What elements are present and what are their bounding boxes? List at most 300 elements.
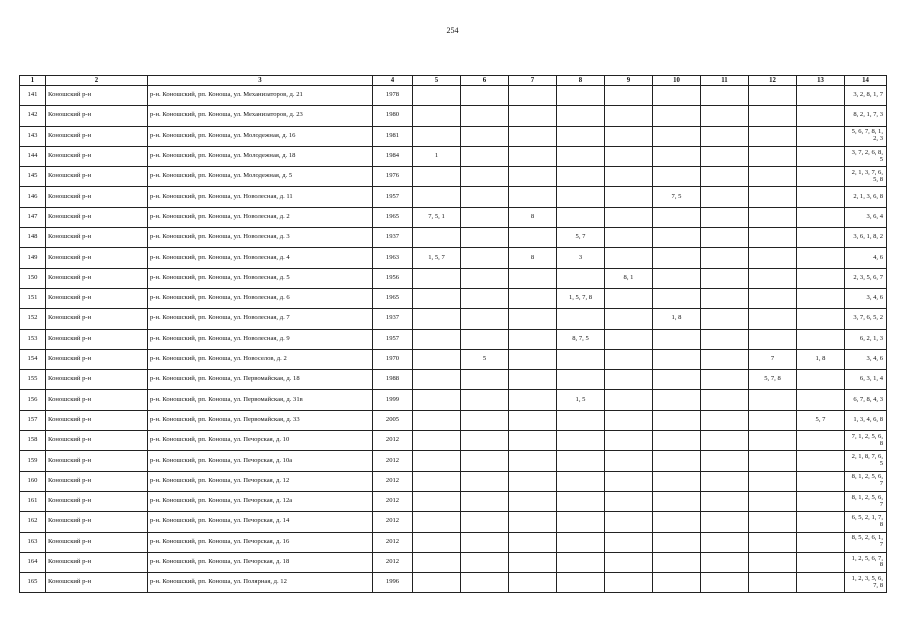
cell-row-number: 149 bbox=[20, 248, 46, 268]
table-row bbox=[20, 126, 887, 146]
table-row bbox=[20, 248, 887, 268]
cell-row-number: 160 bbox=[20, 471, 46, 491]
cell-col-9 bbox=[605, 309, 653, 329]
cell-col-11 bbox=[701, 288, 749, 308]
cell-row-number: 146 bbox=[20, 187, 46, 207]
cell-col-8 bbox=[557, 532, 605, 552]
cell-col-10 bbox=[653, 573, 701, 593]
cell-col-6 bbox=[461, 552, 509, 572]
cell-col-12 bbox=[749, 532, 797, 552]
cell-col-11 bbox=[701, 126, 749, 146]
cell-col-12 bbox=[749, 248, 797, 268]
cell-col-13: 5, 7 bbox=[797, 410, 845, 430]
cell-col-6 bbox=[461, 451, 509, 471]
column-header-12: 12 bbox=[749, 76, 797, 86]
cell-col-8: 5, 7 bbox=[557, 228, 605, 248]
cell-district: Коношский р-н bbox=[46, 410, 148, 430]
page-number: 254 bbox=[446, 26, 459, 35]
cell-year: 1957 bbox=[373, 187, 413, 207]
cell-col-5 bbox=[413, 512, 461, 532]
cell-col-5: 1, 5, 7 bbox=[413, 248, 461, 268]
cell-col-9 bbox=[605, 187, 653, 207]
table-row bbox=[20, 410, 887, 430]
cell-col-11 bbox=[701, 207, 749, 227]
cell-col-8 bbox=[557, 167, 605, 187]
cell-year: 1956 bbox=[373, 268, 413, 288]
cell-col-5: 7, 5, 1 bbox=[413, 207, 461, 227]
cell-col-13 bbox=[797, 309, 845, 329]
cell-row-number: 163 bbox=[20, 532, 46, 552]
cell-address: р-н. Коношский, рп. Коноша, ул. Механизаторов, д. 21 bbox=[148, 86, 373, 106]
cell-col-14: 8, 1, 2, 5, 6, 7 bbox=[845, 471, 887, 491]
cell-col-13: 1, 8 bbox=[797, 349, 845, 369]
cell-col-11 bbox=[701, 451, 749, 471]
cell-district: Коношский р-н bbox=[46, 471, 148, 491]
cell-row-number: 152 bbox=[20, 309, 46, 329]
cell-col-9 bbox=[605, 329, 653, 349]
cell-col-9 bbox=[605, 573, 653, 593]
cell-col-14: 6, 7, 8, 4, 3 bbox=[845, 390, 887, 410]
table-row bbox=[20, 349, 887, 369]
cell-col-13 bbox=[797, 370, 845, 390]
column-header-1: 1 bbox=[20, 76, 46, 86]
table-row bbox=[20, 187, 887, 207]
cell-col-10 bbox=[653, 228, 701, 248]
cell-col-5 bbox=[413, 573, 461, 593]
cell-col-8 bbox=[557, 268, 605, 288]
cell-col-14: 1, 2, 3, 5, 6, 7, 8 bbox=[845, 573, 887, 593]
cell-col-13 bbox=[797, 552, 845, 572]
cell-row-number: 151 bbox=[20, 288, 46, 308]
cell-col-11 bbox=[701, 329, 749, 349]
cell-address: р-н. Коношский, рп. Коноша, ул. Новолесная, д. 5 bbox=[148, 268, 373, 288]
table-body bbox=[20, 86, 887, 593]
cell-col-13 bbox=[797, 431, 845, 451]
cell-col-9 bbox=[605, 228, 653, 248]
cell-year: 1937 bbox=[373, 228, 413, 248]
cell-col-9 bbox=[605, 167, 653, 187]
table-row bbox=[20, 207, 887, 227]
cell-col-12 bbox=[749, 126, 797, 146]
cell-col-5 bbox=[413, 431, 461, 451]
cell-col-13 bbox=[797, 512, 845, 532]
cell-col-8 bbox=[557, 552, 605, 572]
column-header-4: 4 bbox=[373, 76, 413, 86]
table-row bbox=[20, 390, 887, 410]
cell-district: Коношский р-н bbox=[46, 390, 148, 410]
cell-address: р-н. Коношский, рп. Коноша, ул. Первомайская, д. 33 bbox=[148, 410, 373, 430]
cell-col-12 bbox=[749, 552, 797, 572]
cell-col-11 bbox=[701, 512, 749, 532]
cell-col-9 bbox=[605, 207, 653, 227]
cell-year: 1965 bbox=[373, 288, 413, 308]
cell-district: Коношский р-н bbox=[46, 228, 148, 248]
cell-col-11 bbox=[701, 309, 749, 329]
cell-row-number: 156 bbox=[20, 390, 46, 410]
cell-col-14: 3, 6, 4 bbox=[845, 207, 887, 227]
register-table bbox=[19, 75, 887, 593]
column-header-10: 10 bbox=[653, 76, 701, 86]
cell-col-5 bbox=[413, 126, 461, 146]
cell-col-10 bbox=[653, 329, 701, 349]
cell-col-11 bbox=[701, 86, 749, 106]
cell-year: 1965 bbox=[373, 207, 413, 227]
cell-address: р-н. Коношский, рп. Коноша, ул. Молодежная, д. 18 bbox=[148, 146, 373, 166]
cell-col-9 bbox=[605, 512, 653, 532]
cell-col-6 bbox=[461, 309, 509, 329]
cell-district: Коношский р-н bbox=[46, 451, 148, 471]
cell-col-12 bbox=[749, 573, 797, 593]
cell-col-14: 7, 1, 2, 5, 6, 8 bbox=[845, 431, 887, 451]
cell-year: 1976 bbox=[373, 167, 413, 187]
cell-address: р-н. Коношский, рп. Коноша, ул. Полярная, д. 12 bbox=[148, 573, 373, 593]
column-header-8: 8 bbox=[557, 76, 605, 86]
cell-col-13 bbox=[797, 288, 845, 308]
cell-district: Коношский р-н bbox=[46, 268, 148, 288]
cell-address: р-н. Коношский, рп. Коноша, ул. Печорская, д. 18 bbox=[148, 552, 373, 572]
cell-col-10: 7, 5 bbox=[653, 187, 701, 207]
cell-district: Коношский р-н bbox=[46, 532, 148, 552]
column-header-2: 2 bbox=[46, 76, 148, 86]
cell-district: Коношский р-н bbox=[46, 370, 148, 390]
cell-col-5 bbox=[413, 187, 461, 207]
table-row bbox=[20, 512, 887, 532]
cell-col-11 bbox=[701, 268, 749, 288]
cell-district: Коношский р-н bbox=[46, 512, 148, 532]
cell-row-number: 150 bbox=[20, 268, 46, 288]
cell-col-5 bbox=[413, 370, 461, 390]
cell-district: Коношский р-н bbox=[46, 431, 148, 451]
cell-year: 2012 bbox=[373, 532, 413, 552]
cell-col-8 bbox=[557, 512, 605, 532]
cell-col-9 bbox=[605, 491, 653, 511]
cell-col-12 bbox=[749, 167, 797, 187]
cell-row-number: 157 bbox=[20, 410, 46, 430]
cell-col-6 bbox=[461, 86, 509, 106]
cell-row-number: 148 bbox=[20, 228, 46, 248]
table-row bbox=[20, 573, 887, 593]
cell-district: Коношский р-н bbox=[46, 86, 148, 106]
cell-col-11 bbox=[701, 471, 749, 491]
cell-col-5 bbox=[413, 552, 461, 572]
cell-col-13 bbox=[797, 207, 845, 227]
cell-col-6 bbox=[461, 573, 509, 593]
cell-col-10 bbox=[653, 491, 701, 511]
cell-col-7 bbox=[509, 552, 557, 572]
cell-col-14: 1, 2, 5, 6, 7, 8 bbox=[845, 552, 887, 572]
cell-district: Коношский р-н bbox=[46, 106, 148, 126]
cell-col-14: 3, 7, 2, 6, 8, 5 bbox=[845, 146, 887, 166]
cell-col-13 bbox=[797, 471, 845, 491]
cell-col-14: 8, 2, 1, 7, 3 bbox=[845, 106, 887, 126]
cell-col-9 bbox=[605, 126, 653, 146]
cell-district: Коношский р-н bbox=[46, 329, 148, 349]
cell-col-8: 3 bbox=[557, 248, 605, 268]
table-header-row bbox=[20, 76, 887, 86]
cell-col-6 bbox=[461, 146, 509, 166]
cell-address: р-н. Коношский, рп. Коноша, ул. Механизаторов, д. 23 bbox=[148, 106, 373, 126]
cell-address: р-н. Коношский, рп. Коноша, ул. Новолесная, д. 7 bbox=[148, 309, 373, 329]
cell-year: 1937 bbox=[373, 309, 413, 329]
cell-col-10 bbox=[653, 86, 701, 106]
cell-year: 1970 bbox=[373, 349, 413, 369]
cell-col-5 bbox=[413, 167, 461, 187]
cell-col-12 bbox=[749, 86, 797, 106]
table-row bbox=[20, 288, 887, 308]
cell-col-7: 8 bbox=[509, 248, 557, 268]
cell-col-5 bbox=[413, 228, 461, 248]
cell-col-9 bbox=[605, 390, 653, 410]
cell-col-14: 3, 4, 6 bbox=[845, 349, 887, 369]
cell-col-12 bbox=[749, 187, 797, 207]
cell-col-9 bbox=[605, 552, 653, 572]
cell-col-9 bbox=[605, 86, 653, 106]
table-row bbox=[20, 491, 887, 511]
cell-col-10: 1, 8 bbox=[653, 309, 701, 329]
cell-col-11 bbox=[701, 187, 749, 207]
cell-row-number: 162 bbox=[20, 512, 46, 532]
cell-col-11 bbox=[701, 573, 749, 593]
cell-col-14: 2, 1, 3, 7, 6, 5, 8 bbox=[845, 167, 887, 187]
cell-col-7 bbox=[509, 573, 557, 593]
cell-row-number: 159 bbox=[20, 451, 46, 471]
cell-col-9 bbox=[605, 431, 653, 451]
table-row bbox=[20, 146, 887, 166]
cell-col-10 bbox=[653, 248, 701, 268]
cell-col-10 bbox=[653, 552, 701, 572]
cell-address: р-н. Коношский, рп. Коноша, ул. Печорская, д. 10 bbox=[148, 431, 373, 451]
cell-col-9 bbox=[605, 370, 653, 390]
cell-col-7 bbox=[509, 187, 557, 207]
cell-col-10 bbox=[653, 126, 701, 146]
cell-col-10 bbox=[653, 268, 701, 288]
cell-col-13 bbox=[797, 390, 845, 410]
cell-col-12 bbox=[749, 329, 797, 349]
cell-col-5 bbox=[413, 106, 461, 126]
cell-col-10 bbox=[653, 390, 701, 410]
cell-district: Коношский р-н bbox=[46, 573, 148, 593]
table-row bbox=[20, 268, 887, 288]
cell-col-9 bbox=[605, 410, 653, 430]
table-row bbox=[20, 471, 887, 491]
cell-col-7 bbox=[509, 309, 557, 329]
cell-address: р-н. Коношский, рп. Коноша, ул. Новолесная, д. 2 bbox=[148, 207, 373, 227]
cell-col-7 bbox=[509, 349, 557, 369]
cell-col-7: 8 bbox=[509, 207, 557, 227]
cell-col-5 bbox=[413, 532, 461, 552]
cell-address: р-н. Коношский, рп. Коноша, ул. Новолесная, д. 4 bbox=[148, 248, 373, 268]
cell-year: 1984 bbox=[373, 146, 413, 166]
cell-col-10 bbox=[653, 349, 701, 369]
cell-row-number: 147 bbox=[20, 207, 46, 227]
cell-col-5 bbox=[413, 309, 461, 329]
cell-col-9 bbox=[605, 471, 653, 491]
cell-col-11 bbox=[701, 106, 749, 126]
cell-address: р-н. Коношский, рп. Коноша, ул. Новолесная, д. 9 bbox=[148, 329, 373, 349]
cell-col-7 bbox=[509, 228, 557, 248]
cell-col-12 bbox=[749, 146, 797, 166]
cell-col-9 bbox=[605, 532, 653, 552]
cell-col-6 bbox=[461, 532, 509, 552]
cell-col-6 bbox=[461, 106, 509, 126]
cell-col-6 bbox=[461, 491, 509, 511]
cell-col-11 bbox=[701, 167, 749, 187]
column-header-5: 5 bbox=[413, 76, 461, 86]
cell-col-14: 4, 6 bbox=[845, 248, 887, 268]
cell-col-6 bbox=[461, 248, 509, 268]
cell-col-12 bbox=[749, 288, 797, 308]
cell-col-8: 1, 5 bbox=[557, 390, 605, 410]
cell-address: р-н. Коношский, рп. Коноша, ул. Молодежная, д. 5 bbox=[148, 167, 373, 187]
cell-row-number: 153 bbox=[20, 329, 46, 349]
cell-year: 2012 bbox=[373, 471, 413, 491]
cell-year: 2005 bbox=[373, 410, 413, 430]
column-header-13: 13 bbox=[797, 76, 845, 86]
cell-col-7 bbox=[509, 106, 557, 126]
cell-col-8 bbox=[557, 491, 605, 511]
cell-col-14: 5, 6, 7, 8, 1, 2, 3 bbox=[845, 126, 887, 146]
cell-year: 2012 bbox=[373, 431, 413, 451]
cell-col-6 bbox=[461, 471, 509, 491]
cell-col-12 bbox=[749, 410, 797, 430]
cell-col-7 bbox=[509, 451, 557, 471]
cell-col-12 bbox=[749, 451, 797, 471]
cell-col-6 bbox=[461, 512, 509, 532]
cell-col-5 bbox=[413, 410, 461, 430]
cell-row-number: 164 bbox=[20, 552, 46, 572]
cell-year: 2012 bbox=[373, 552, 413, 572]
cell-year: 2012 bbox=[373, 512, 413, 532]
column-header-9: 9 bbox=[605, 76, 653, 86]
table-row bbox=[20, 370, 887, 390]
cell-district: Коношский р-н bbox=[46, 248, 148, 268]
cell-col-6 bbox=[461, 370, 509, 390]
cell-col-5 bbox=[413, 390, 461, 410]
cell-year: 1957 bbox=[373, 329, 413, 349]
cell-col-7 bbox=[509, 431, 557, 451]
table-row bbox=[20, 431, 887, 451]
cell-year: 2012 bbox=[373, 451, 413, 471]
cell-col-6 bbox=[461, 329, 509, 349]
cell-col-7 bbox=[509, 532, 557, 552]
table-row bbox=[20, 552, 887, 572]
cell-col-7 bbox=[509, 390, 557, 410]
cell-col-5 bbox=[413, 491, 461, 511]
cell-address: р-н. Коношский, рп. Коноша, ул. Печорская, д. 12а bbox=[148, 491, 373, 511]
cell-col-13 bbox=[797, 146, 845, 166]
cell-col-8 bbox=[557, 410, 605, 430]
cell-col-6 bbox=[461, 228, 509, 248]
cell-col-8 bbox=[557, 431, 605, 451]
cell-row-number: 158 bbox=[20, 431, 46, 451]
cell-col-9 bbox=[605, 146, 653, 166]
cell-col-7 bbox=[509, 410, 557, 430]
cell-col-14: 8, 5, 2, 6, 1, 7 bbox=[845, 532, 887, 552]
cell-district: Коношский р-н bbox=[46, 552, 148, 572]
cell-col-7 bbox=[509, 86, 557, 106]
cell-col-5 bbox=[413, 288, 461, 308]
cell-col-13 bbox=[797, 451, 845, 471]
cell-col-7 bbox=[509, 491, 557, 511]
cell-col-14: 6, 3, 1, 4 bbox=[845, 370, 887, 390]
cell-col-10 bbox=[653, 167, 701, 187]
cell-col-14: 6, 2, 1, 3 bbox=[845, 329, 887, 349]
cell-row-number: 141 bbox=[20, 86, 46, 106]
cell-address: р-н. Коношский, рп. Коноша, ул. Первомайская, д. 18 bbox=[148, 370, 373, 390]
table-row bbox=[20, 329, 887, 349]
table-row bbox=[20, 228, 887, 248]
cell-col-6 bbox=[461, 288, 509, 308]
cell-row-number: 154 bbox=[20, 349, 46, 369]
cell-col-8 bbox=[557, 309, 605, 329]
cell-col-11 bbox=[701, 349, 749, 369]
cell-address: р-н. Коношский, рп. Коноша, ул. Печорская, д. 10а bbox=[148, 451, 373, 471]
cell-col-13 bbox=[797, 532, 845, 552]
cell-col-10 bbox=[653, 370, 701, 390]
cell-col-10 bbox=[653, 146, 701, 166]
table-row bbox=[20, 106, 887, 126]
cell-row-number: 144 bbox=[20, 146, 46, 166]
cell-row-number: 143 bbox=[20, 126, 46, 146]
cell-col-11 bbox=[701, 532, 749, 552]
column-header-3: 3 bbox=[148, 76, 373, 86]
cell-col-9 bbox=[605, 349, 653, 369]
cell-col-14: 6, 5, 2, 1, 7, 8 bbox=[845, 512, 887, 532]
cell-col-6 bbox=[461, 431, 509, 451]
cell-col-8 bbox=[557, 349, 605, 369]
cell-col-13 bbox=[797, 491, 845, 511]
cell-col-12 bbox=[749, 106, 797, 126]
cell-col-14: 8, 1, 2, 5, 6, 7 bbox=[845, 491, 887, 511]
cell-col-7 bbox=[509, 268, 557, 288]
cell-district: Коношский р-н bbox=[46, 491, 148, 511]
table-row bbox=[20, 167, 887, 187]
cell-col-7 bbox=[509, 167, 557, 187]
cell-col-12 bbox=[749, 309, 797, 329]
cell-col-7 bbox=[509, 512, 557, 532]
cell-district: Коношский р-н bbox=[46, 146, 148, 166]
cell-year: 1980 bbox=[373, 106, 413, 126]
table-row bbox=[20, 86, 887, 106]
cell-col-12 bbox=[749, 491, 797, 511]
cell-col-6 bbox=[461, 187, 509, 207]
cell-row-number: 142 bbox=[20, 106, 46, 126]
cell-address: р-н. Коношский, рп. Коноша, ул. Печорская, д. 14 bbox=[148, 512, 373, 532]
cell-district: Коношский р-н bbox=[46, 126, 148, 146]
cell-col-10 bbox=[653, 207, 701, 227]
cell-col-13 bbox=[797, 126, 845, 146]
cell-col-8 bbox=[557, 451, 605, 471]
cell-district: Коношский р-н bbox=[46, 207, 148, 227]
cell-col-6 bbox=[461, 207, 509, 227]
cell-col-13 bbox=[797, 106, 845, 126]
cell-col-8 bbox=[557, 471, 605, 491]
cell-col-10 bbox=[653, 512, 701, 532]
cell-col-12 bbox=[749, 228, 797, 248]
cell-col-9 bbox=[605, 451, 653, 471]
cell-col-5 bbox=[413, 349, 461, 369]
cell-col-5 bbox=[413, 86, 461, 106]
cell-col-9 bbox=[605, 248, 653, 268]
table-row bbox=[20, 532, 887, 552]
cell-row-number: 155 bbox=[20, 370, 46, 390]
cell-col-13 bbox=[797, 86, 845, 106]
cell-col-14: 2, 1, 3, 6, 8 bbox=[845, 187, 887, 207]
cell-col-8: 1, 5, 7, 8 bbox=[557, 288, 605, 308]
cell-col-6 bbox=[461, 167, 509, 187]
cell-row-number: 145 bbox=[20, 167, 46, 187]
table-row bbox=[20, 451, 887, 471]
